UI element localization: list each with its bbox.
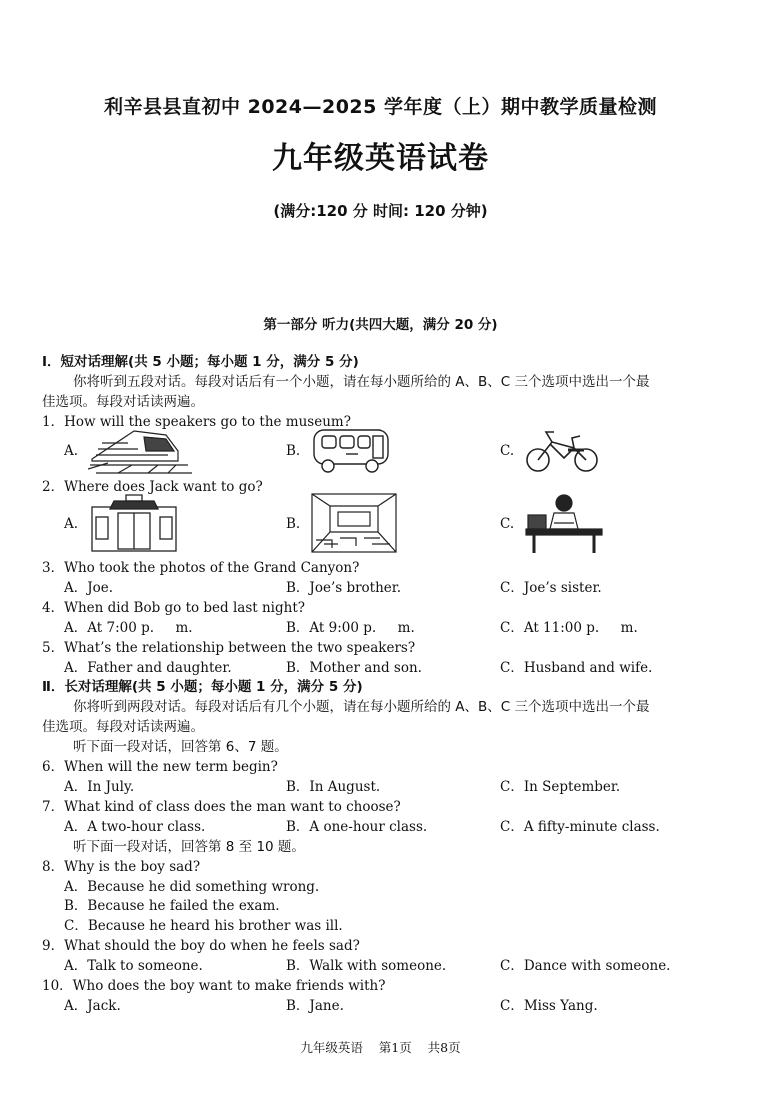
option-c-label: C. <box>500 443 515 459</box>
question-stem: 9．What should the boy do when he feels sad? <box>42 938 360 954</box>
option-b: B．A one-hour class. <box>286 819 428 835</box>
exam-meta: (满分:120 分 时间: 120 分钟) <box>273 202 488 220</box>
option-b: B．Because he failed the exam. <box>64 898 280 914</box>
option-b: B．In August. <box>286 779 381 795</box>
option-b: B．Jane. <box>286 998 344 1014</box>
listen-instruction: 听下面一段对话，回答第 6、7 题。 <box>73 739 288 755</box>
option-c: C．Husband and wife. <box>500 660 653 676</box>
library-desk-icon <box>524 493 604 553</box>
question-stem: 4．When did Bob go to bed last night? <box>42 600 305 616</box>
question-stem: 10．Who does the boy want to make friends with? <box>42 978 386 994</box>
option-a: A．Father and daughter. <box>64 660 232 676</box>
question-stem: 7．What kind of class does the man want to choose? <box>42 799 401 815</box>
option-c: C．Joe’s sister. <box>500 580 602 596</box>
option-a: A．Because he did something wrong. <box>64 879 320 895</box>
option-a: A．Jack. <box>64 998 121 1014</box>
option-c: C．Miss Yang. <box>500 998 598 1014</box>
option-c: C．In September. <box>500 779 621 795</box>
option-a: A．A two-hour class. <box>64 819 206 835</box>
option-c: C．A fifty-minute class. <box>500 819 660 835</box>
option-a: A．Joe. <box>64 580 114 596</box>
section-2-instruction-line1: 你将听到两段对话。每段对话后有几个小题，请在每小题所给的 A、B、C 三个选项中选出一个最 <box>73 699 650 715</box>
question-stem: 1．How will the speakers go to the museum? <box>42 414 351 430</box>
option-b-label: B. <box>286 516 301 532</box>
bus-icon <box>310 428 392 474</box>
option-b: B．At 9:00 p. m. <box>286 620 415 636</box>
exam-title: 九年级英语试卷 <box>272 141 489 176</box>
option-c: C．Because he heard his brother was ill. <box>64 918 343 934</box>
section-1-instruction-line2: 佳选项。每段对话读两遍。 <box>42 394 204 410</box>
option-c: C．At 11:00 p. m. <box>500 620 638 636</box>
option-a-label: A. <box>64 443 79 459</box>
question-stem: 8．Why is the boy sad? <box>42 859 201 875</box>
section-1-title: Ⅰ．短对话理解(共 5 小题；每小题 1 分，满分 5 分) <box>42 354 359 370</box>
option-b-label: B. <box>286 443 301 459</box>
building-icon <box>88 493 180 553</box>
option-a: A．At 7:00 p. m. <box>64 620 193 636</box>
part-title: 第一部分 听力(共四大题，满分 20 分) <box>263 317 498 333</box>
section-2-title: Ⅱ．长对话理解(共 5 小题；每小题 1 分，满分 5 分) <box>42 679 363 695</box>
section-1-instruction-line1: 你将听到五段对话。每段对话后有一个小题，请在每小题所给的 A、B、C 三个选项中选出一个最 <box>73 374 650 390</box>
option-c: C．Dance with someone. <box>500 958 671 974</box>
option-b: B．Mother and son. <box>286 660 422 676</box>
section-2-instruction-line2: 佳选项。每段对话读两遍。 <box>42 719 204 735</box>
option-a-label: A. <box>64 516 79 532</box>
question-stem: 2．Where does Jack want to go? <box>42 479 263 495</box>
option-c-label: C. <box>500 516 515 532</box>
question-stem: 5．What’s the relationship between the two speakers? <box>42 640 416 656</box>
train-icon <box>88 429 192 475</box>
option-b: B．Walk with someone. <box>286 958 447 974</box>
exam-header: 利辛县县直初中 2024—2025 学年度（上）期中教学质量检测 <box>104 96 657 118</box>
classroom-icon <box>310 492 398 554</box>
option-a: A．In July. <box>64 779 135 795</box>
bicycle-icon <box>524 428 602 474</box>
option-b: B．Joe’s brother. <box>286 580 402 596</box>
listen-instruction: 听下面一段对话，回答第 8 至 10 题。 <box>73 839 305 855</box>
page-footer: 九年级英语 第1页 共8页 <box>300 1040 461 1055</box>
option-a: A．Talk to someone. <box>64 958 203 974</box>
question-stem: 6．When will the new term begin? <box>42 759 278 775</box>
question-stem: 3．Who took the photos of the Grand Canyon? <box>42 560 360 576</box>
